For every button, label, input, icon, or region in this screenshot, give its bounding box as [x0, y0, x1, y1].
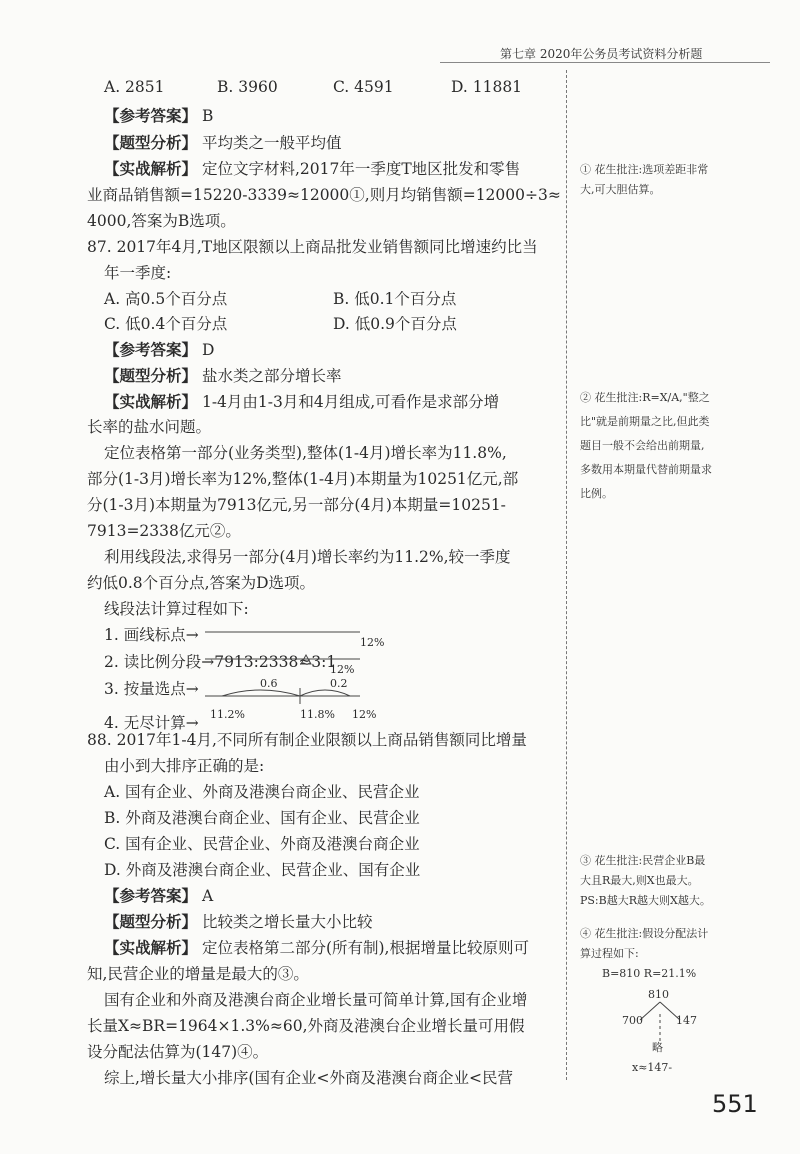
note-4-result: x≈147- [632, 1061, 673, 1074]
note-4-left: 700 [622, 1014, 643, 1027]
analysis-label: 【实战解析】 [104, 160, 198, 178]
q88-option-a: A. 国有企业、外商及港澳台商企业、民营企业 [104, 783, 420, 801]
label-0-6: 0.6 [260, 677, 278, 690]
note-3-line-1: ③ 花生批注:民营企业B最 [580, 854, 706, 867]
q87-type-row [104, 364, 341, 386]
q87-analysis-1: 1-4月由1-3月和4月组成,可看作是求部分增 [201, 393, 500, 411]
note-2-line-2: 比"就是前期量之比,但此类 [580, 415, 710, 428]
q86-answer: B [201, 107, 214, 125]
header-rule [440, 62, 770, 63]
note-2-line-1: ② 花生批注:R=X/A,"整之 [580, 391, 710, 404]
q86-option-b: B. 3960 [217, 78, 278, 96]
note-2-line-5: 比例。 [580, 487, 613, 500]
q88-stem-1: 88. 2017年1-4月,不同所有制企业限额以上商品销售额同比增量 [87, 731, 527, 749]
q88-stem-2: 由小到大排序正确的是: [104, 757, 265, 775]
q87-stem-2: 年一季度: [104, 264, 172, 282]
q88-analysis-2: 知,民营企业的增量是最大的③。 [87, 965, 309, 983]
label-12-line3: 12% [330, 663, 355, 676]
q86-analysis-row [104, 157, 520, 179]
q88-type: 比较类之增长量大小比较 [201, 913, 373, 931]
q88-p3: 综上,增长量大小排序(国有企业<外商及港澳台商企业<民营 [104, 1069, 513, 1087]
note-4-equation: B=810 R=21.1% [602, 967, 697, 980]
note-4-right: 147 [676, 1014, 697, 1027]
note-2-line-4: 多数用本期量代替前期量求 [580, 463, 712, 476]
q86-option-a: A. 2851 [104, 78, 165, 96]
chapter-header: 第七章 2020年公务员考试资料分析题 [500, 47, 703, 61]
analysis-label: 【实战解析】 [104, 939, 198, 957]
note-1-line-2: 大,可大胆估算。 [580, 183, 661, 196]
q87-p2-1: 定位表格第一部分(业务类型),整体(1-4月)增长率为11.8%, [104, 444, 507, 462]
q88-answer-row [104, 884, 213, 906]
q88-analysis-1: 定位表格第二部分(所有制),根据增量比较原则可 [201, 939, 529, 957]
type-label: 【题型分析】 [104, 913, 198, 931]
q87-stem-1: 87. 2017年4月,T地区限额以上商品批发业销售额同比增速约比当 [87, 238, 538, 256]
q88-type-row [104, 910, 372, 932]
label-12-line1: 12% [360, 636, 385, 649]
answer-label: 【参考答案】 [104, 341, 198, 359]
segment-line-4 [205, 688, 360, 704]
page-number: 551 [712, 1090, 758, 1118]
q87-step-3: 3. 按量选点→ [104, 680, 199, 698]
q88-answer: A [201, 887, 214, 905]
label-12-line4: 12% [352, 708, 377, 721]
q86-option-c: C. 4591 [333, 78, 394, 96]
q87-analysis-row [104, 390, 499, 412]
label-0-2: 0.2 [330, 677, 348, 690]
q87-option-d: D. 低0.9个百分点 [333, 315, 457, 333]
note-4-line-2: 算过程如下: [580, 947, 639, 960]
q87-option-c: C. 低0.4个百分点 [104, 315, 228, 333]
q87-option-a: A. 高0.5个百分点 [104, 290, 228, 308]
q88-analysis-row [104, 936, 529, 958]
note-4-top: 810 [648, 988, 669, 1001]
q86-analysis-1: 定位文字材料,2017年一季度T地区批发和零售 [201, 160, 521, 178]
q88-p2-3: 设分配法估算为(147)④。 [87, 1043, 269, 1061]
q86-option-d: D. 11881 [451, 78, 523, 96]
q86-answer-row [104, 104, 213, 126]
q87-p2-4: 7913=2338亿元②。 [87, 522, 241, 540]
note-3-line-3: PS:B越大R越大则X越大。 [580, 894, 711, 907]
q87-type: 盐水类之部分增长率 [201, 367, 342, 385]
note-2-line-3: 题目一般不会给出前期量, [580, 439, 705, 452]
q87-step-4: 4. 无尽计算→ [104, 714, 199, 732]
label-11-8: 11.8% [300, 708, 335, 721]
q86-type-row [104, 131, 341, 153]
q87-step-1: 1. 画线标点→ [104, 626, 199, 644]
q87-answer-row [104, 338, 214, 360]
q86-analysis-2: 业商品销售额=15220-3339≈12000①,则月均销售额=12000÷3≈ [87, 186, 561, 204]
margin-divider [566, 70, 567, 1080]
q87-answer: D [201, 341, 215, 359]
q87-analysis-2: 长率的盐水问题。 [87, 418, 212, 436]
note-3-line-2: 大且R最大,则X也最大。 [580, 874, 699, 887]
type-label: 【题型分析】 [104, 134, 198, 152]
q87-p3-2: 约低0.8个百分点,答案为D选项。 [87, 574, 316, 592]
q88-p2-1: 国有企业和外商及港澳台商企业增长量可简单计算,国有企业增 [104, 991, 528, 1009]
note-4-line-1: ④ 花生批注:假设分配法计 [580, 927, 709, 940]
q86-analysis-3: 4000,答案为B选项。 [87, 212, 236, 230]
q87-p2-2: 部分(1-3月)增长率为12%,整体(1-4月)本期量为10251亿元,部 [87, 470, 519, 488]
q87-p2-3: 分(1-3月)本期量为7913亿元,另一部分(4月)本期量=10251- [87, 496, 506, 514]
note-4-mid: 略 [652, 1041, 663, 1054]
q88-option-c: C. 国有企业、民营企业、外商及港澳台商企业 [104, 835, 420, 853]
analysis-label: 【实战解析】 [104, 393, 198, 411]
answer-label: 【参考答案】 [104, 107, 198, 125]
q88-p2-2: 长量X≈BR=1964×1.3%≈60,外商及港澳台企业增长量可用假 [87, 1017, 525, 1035]
q87-option-b: B. 低0.1个百分点 [333, 290, 457, 308]
type-label: 【题型分析】 [104, 367, 198, 385]
q87-p4: 线段法计算过程如下: [104, 600, 249, 618]
q87-p3-1: 利用线段法,求得另一部分(4月)增长率约为11.2%,较一季度 [104, 548, 511, 566]
label-11-2: 11.2% [210, 708, 245, 721]
q86-type: 平均类之一般平均值 [201, 134, 342, 152]
answer-label: 【参考答案】 [104, 887, 198, 905]
q87-step-2: 2. 读比例分段→7913:2338≈3:1 [104, 653, 337, 671]
note-1-line-1: ① 花生批注:选项差距非常 [580, 163, 709, 176]
q88-option-d: D. 外商及港澳台商企业、民营企业、国有企业 [104, 861, 421, 879]
q88-option-b: B. 外商及港澳台商企业、国有企业、民营企业 [104, 809, 420, 827]
